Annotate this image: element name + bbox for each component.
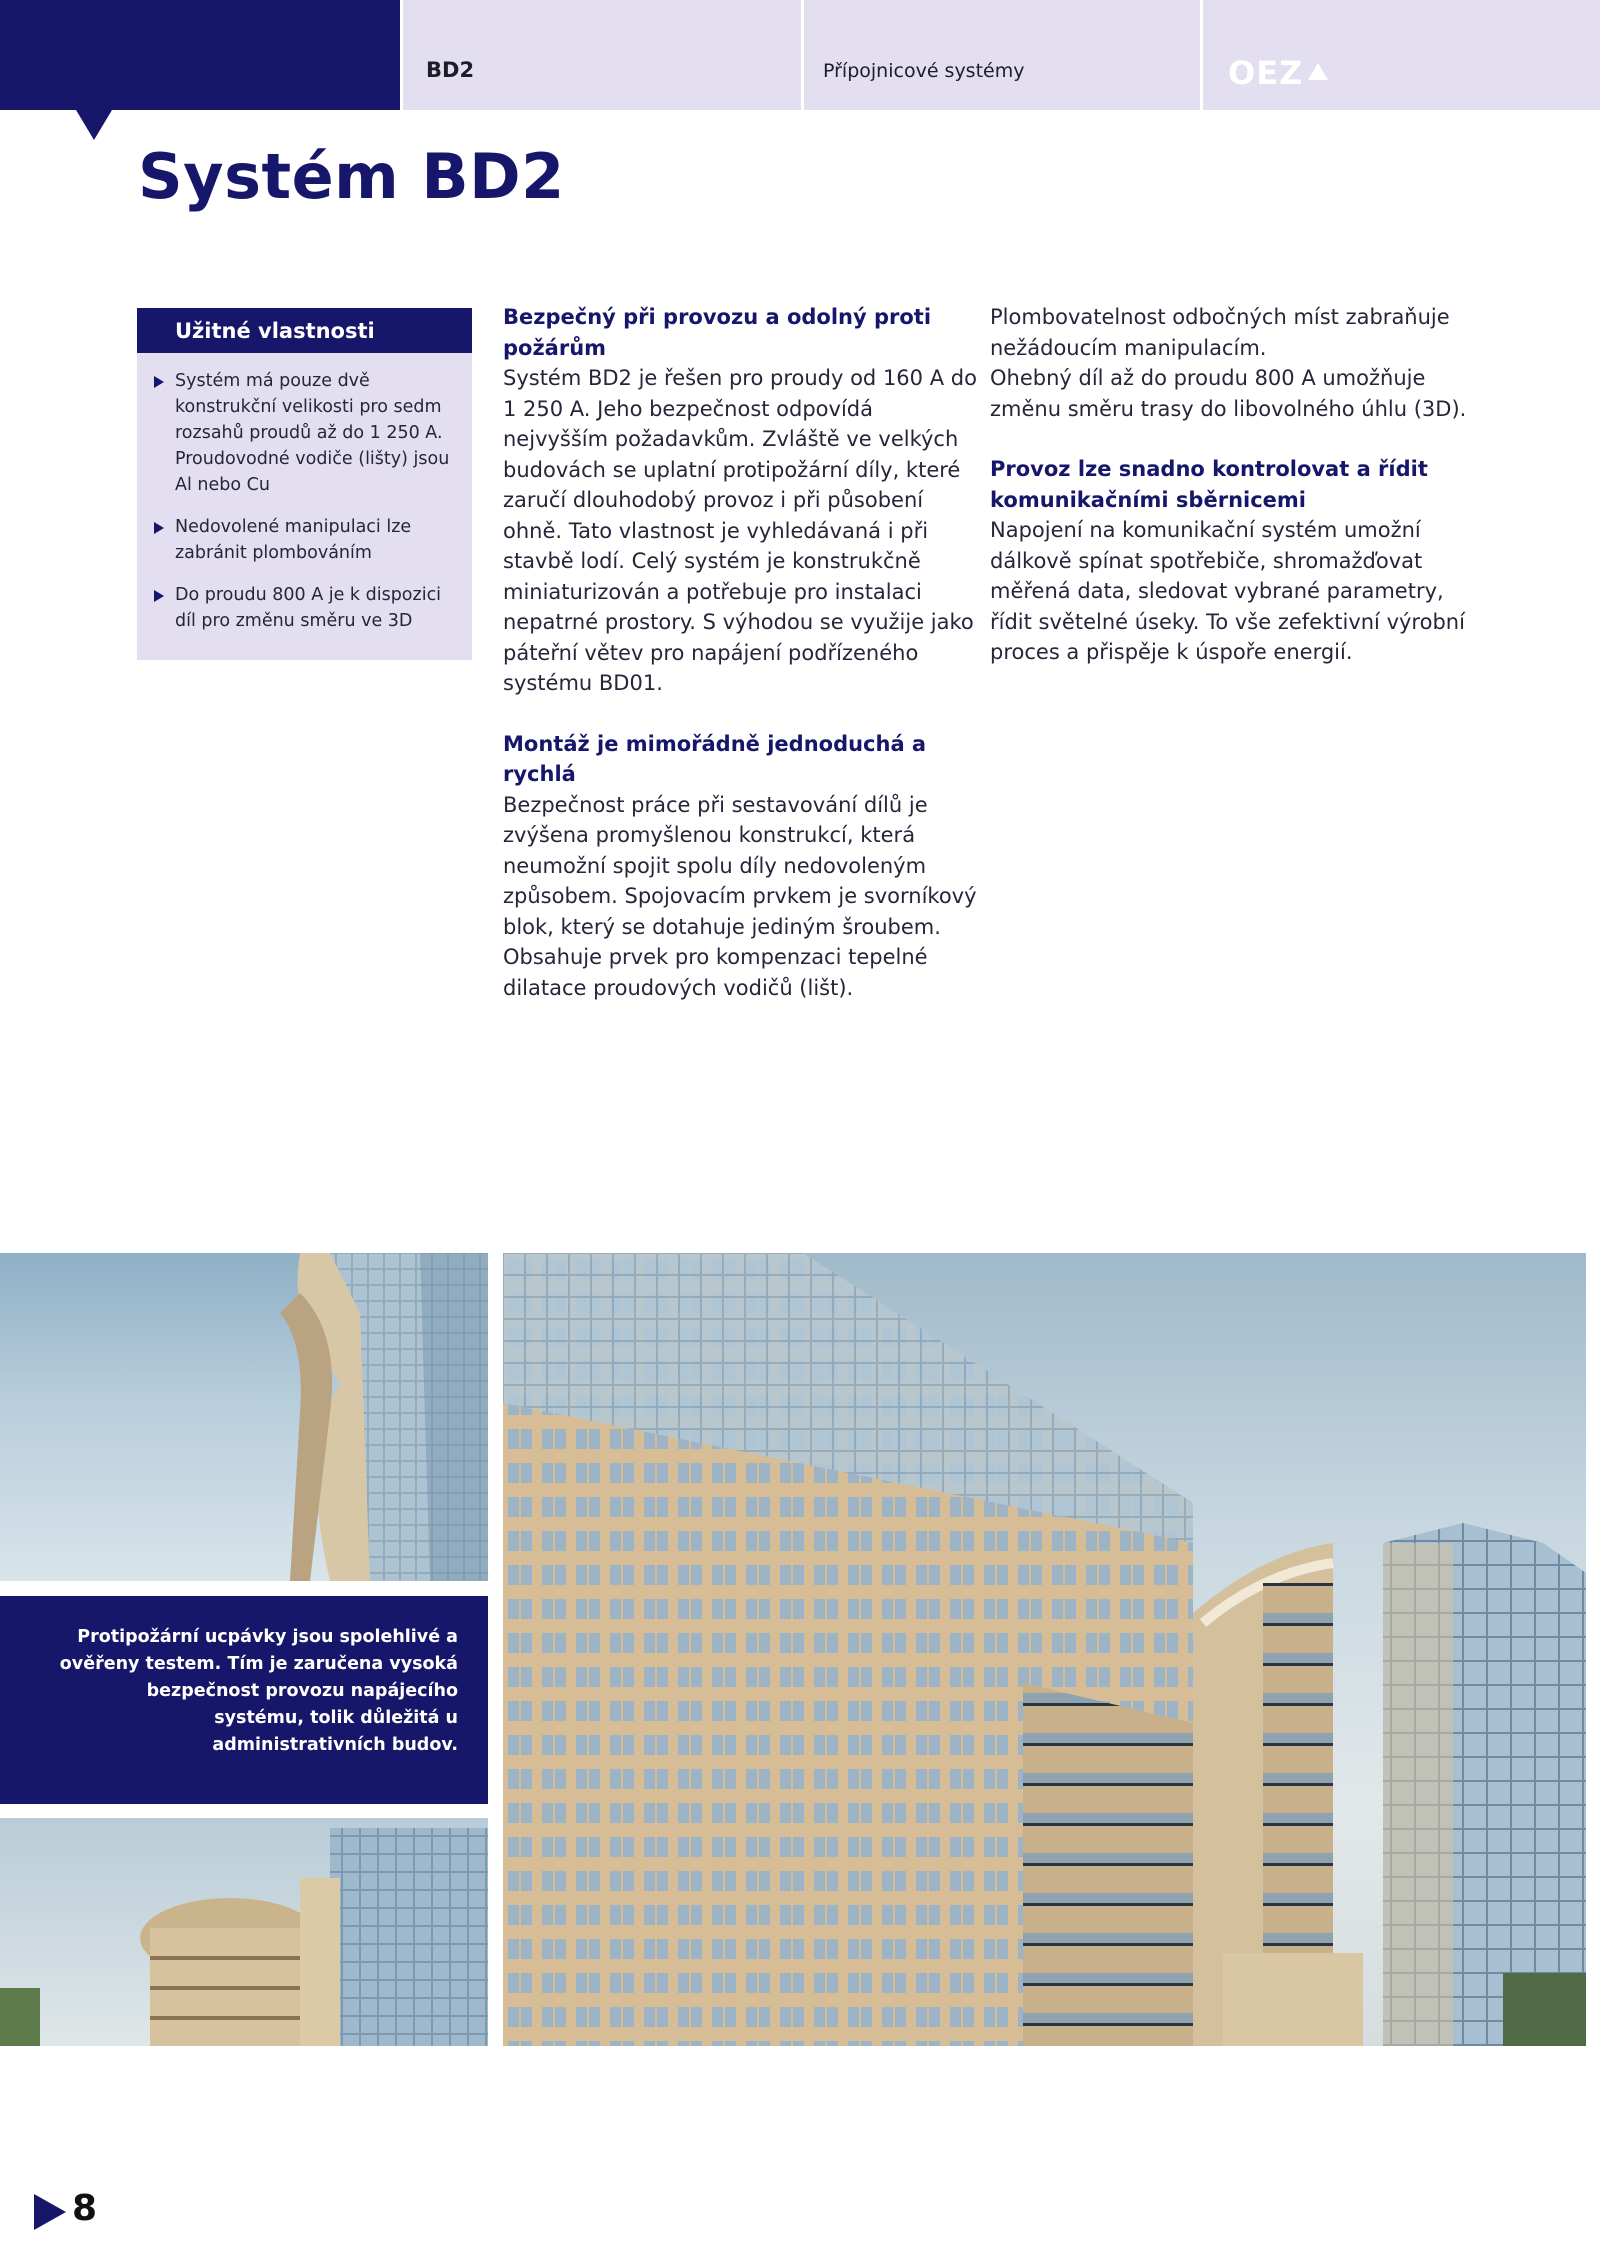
section-heading: Provoz lze snadno kontrolovat a řídit komunikačními sběrnicemi <box>990 457 1428 512</box>
header-divider <box>1200 0 1203 110</box>
text-column-1 <box>503 302 983 1003</box>
header-notch <box>76 110 112 140</box>
section-text: Napojení na komunikační systém umožní dálkově spínat spotřebiče, shromažďovat měřená data, sledovat vybrané parametry, řídit světelné úseky. To vše zefektivní výrobní proces a přispěje k úspoře energií. <box>990 518 1465 664</box>
list-item <box>150 514 460 566</box>
photo-building-bottom <box>0 1818 488 2046</box>
header-divider <box>801 0 804 110</box>
header-band <box>403 0 1600 110</box>
triangle-bullet-icon <box>154 522 164 534</box>
oez-logo: OEZ <box>1228 54 1304 92</box>
features-list <box>150 368 460 650</box>
text-column-2 <box>990 302 1470 668</box>
building-illustration <box>0 1253 488 1581</box>
list-item-text: Systém má pouze dvě konstrukční velikosti pro sedm rozsahů proudů až do 1 250 A. Proudovodné vodiče (lišty) jsou Al nebo Cu <box>175 371 450 495</box>
list-item <box>150 368 460 498</box>
photo-building-main <box>503 1253 1586 2046</box>
building-illustration <box>0 1818 488 2046</box>
page-title: Systém BD2 <box>138 140 565 213</box>
section-heading: Bezpečný při provozu a odolný proti požárům <box>503 305 932 360</box>
list-item-text: Do proudu 800 A je k dispozici díl pro změnu směru ve 3D <box>175 585 442 631</box>
section-text: Ohebný díl až do proudu 800 A umožňuje změnu směru trasy do libovolného úhlu (3D). <box>990 366 1467 421</box>
list-item <box>150 582 460 634</box>
callout-text: Protipožární ucpávky jsou spolehlivé a ověřeny testem. Tím je zaručena vysoká bezpečnost provozu napájecího systému, tolik důležitá u administrativních budov. <box>59 1627 458 1755</box>
header-category: Přípojnicové systémy <box>823 60 1025 82</box>
section-text: Bezpečnost práce při sestavování dílů je zvýšena promyšlenou konstrukcí, která neumožní spojit spolu díly nedovoleným způsobem. Spojovacím prvkem je svorníkový blok, který se dotahuje jediným šroubem. Obsahuje prvek pro kompenzaci tepelné dilatace proudových vodičů (lišt). <box>503 792 977 1000</box>
section-heading: Montáž je mimořádně jednoduchá a rychlá <box>503 731 927 786</box>
header-brand-block <box>0 0 400 110</box>
section-text: Plombovatelnost odbočných míst zabraňuje nežádoucím manipulacím. <box>990 305 1450 360</box>
page-number: 8 <box>72 2188 98 2229</box>
building-illustration <box>503 1253 1586 2046</box>
triangle-bullet-icon <box>154 590 164 602</box>
section-text: Systém BD2 je řešen pro proudy od 160 A do 1 250 A. Jeho bezpečnost odpovídá nejvyšším požadavkům. Zvláště ve velkých budovách se uplatní protipožární díly, které zaručí dlouhodobý provoz i při působení ohně. Tato vlastnost je vyhledávaná i při stavbě lodí. Celý systém je konstrukčně miniaturizován a potřebuje pro instalaci nepatrné prostory. S výhodou se využije jako páteřní větev pro napájení podřízeného systému BD01. <box>503 366 977 695</box>
header-section: BD2 <box>426 58 475 82</box>
list-item-text: Nedovolené manipulaci lze zabránit plombováním <box>175 517 412 563</box>
photo-building-top <box>0 1253 488 1581</box>
features-heading: Užitné vlastnosti <box>137 308 472 353</box>
logo-triangle-icon <box>1308 63 1328 80</box>
triangle-bullet-icon <box>154 376 164 388</box>
page-marker-icon <box>34 2194 66 2230</box>
callout-box <box>0 1596 488 1804</box>
